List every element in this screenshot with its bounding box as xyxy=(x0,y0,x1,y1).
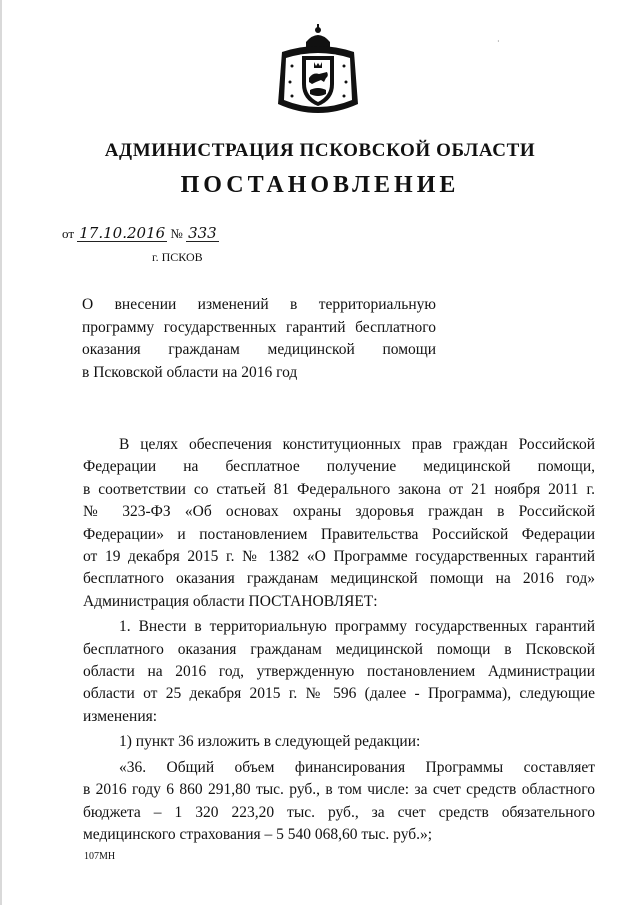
body-line: В целях обеспечения конституционных прав граждан Российской xyxy=(119,436,595,453)
date-prefix: от xyxy=(62,226,75,241)
body-line: области на 2016 год, утвержденную постановлением Администрации xyxy=(83,663,595,681)
body-line: в 2016 году 6 860 291,80 тыс. руб., в том числе: за счет средств областного xyxy=(83,781,595,799)
body-line: бесплатного оказания гражданам медицинской помощи на 2016 год» xyxy=(83,570,595,588)
body-line: Федерации на бесплатное получение медицинской помощи, xyxy=(83,458,595,476)
document-subject xyxy=(82,294,436,384)
body-line: бесплатного оказания гражданам медицинской помощи в Псковской xyxy=(83,640,595,658)
body-line: области от 25 декабря 2015 г. № 596 (далее - Программа), следующие xyxy=(83,685,595,703)
city-label: г. ПСКОВ xyxy=(152,250,203,264)
organization-title: АДМИНИСТРАЦИЯ ПСКОВСКОЙ ОБЛАСТИ xyxy=(104,140,536,161)
subject-line: в Псковской области на 2016 год xyxy=(82,363,298,381)
date-number-line xyxy=(62,226,219,242)
scan-edge xyxy=(0,0,2,905)
body-line: 1. Внести в территориальную программу государственных гарантий xyxy=(119,618,595,636)
document-body xyxy=(83,434,595,846)
body-line: «36. Общий объем финансирования Программы составляет xyxy=(119,758,595,776)
number-value: 333 xyxy=(188,224,217,242)
body-line: Администрация области ПОСТАНОВЛЯЕТ: xyxy=(83,592,378,610)
body-line: Федерации» и постановлением Правительства Российской Федерации xyxy=(83,525,595,543)
body-line: медицинского страхования – 5 540 068,60 тыс. руб.»; xyxy=(83,825,433,843)
body-line: изменения: xyxy=(83,707,158,725)
coat-of-arms-emblem xyxy=(272,22,364,122)
body-line: от 19 декабря 2015 г. № 1382 «О Программе государственных гарантий xyxy=(83,548,595,566)
document-type-title: ПОСТАНОВЛЕНИЕ xyxy=(180,172,460,198)
scan-mark: · xyxy=(497,37,500,46)
subject-line: программу государственных гарантий бесплатного xyxy=(82,318,436,336)
body-line: в соответствии со статьей 81 Федерального закона от 21 ноября 2011 г. xyxy=(83,480,595,498)
body-line: 1) пункт 36 изложить в следующей редакции: xyxy=(119,733,421,751)
date-value: 17.10.2016 xyxy=(79,224,166,242)
subject-line: оказания гражданам медицинской помощи xyxy=(82,341,436,358)
body-line: бюджета – 1 320 223,20 тыс. руб., за счет средств обязательного xyxy=(83,803,595,821)
body-line: № 323-ФЗ «Об основах охраны здоровья граждан в Российской xyxy=(83,503,595,521)
number-prefix: № xyxy=(170,226,183,241)
subject-line: О внесении изменений в территориальную xyxy=(82,296,436,313)
footer-code: 107МН xyxy=(84,851,116,862)
